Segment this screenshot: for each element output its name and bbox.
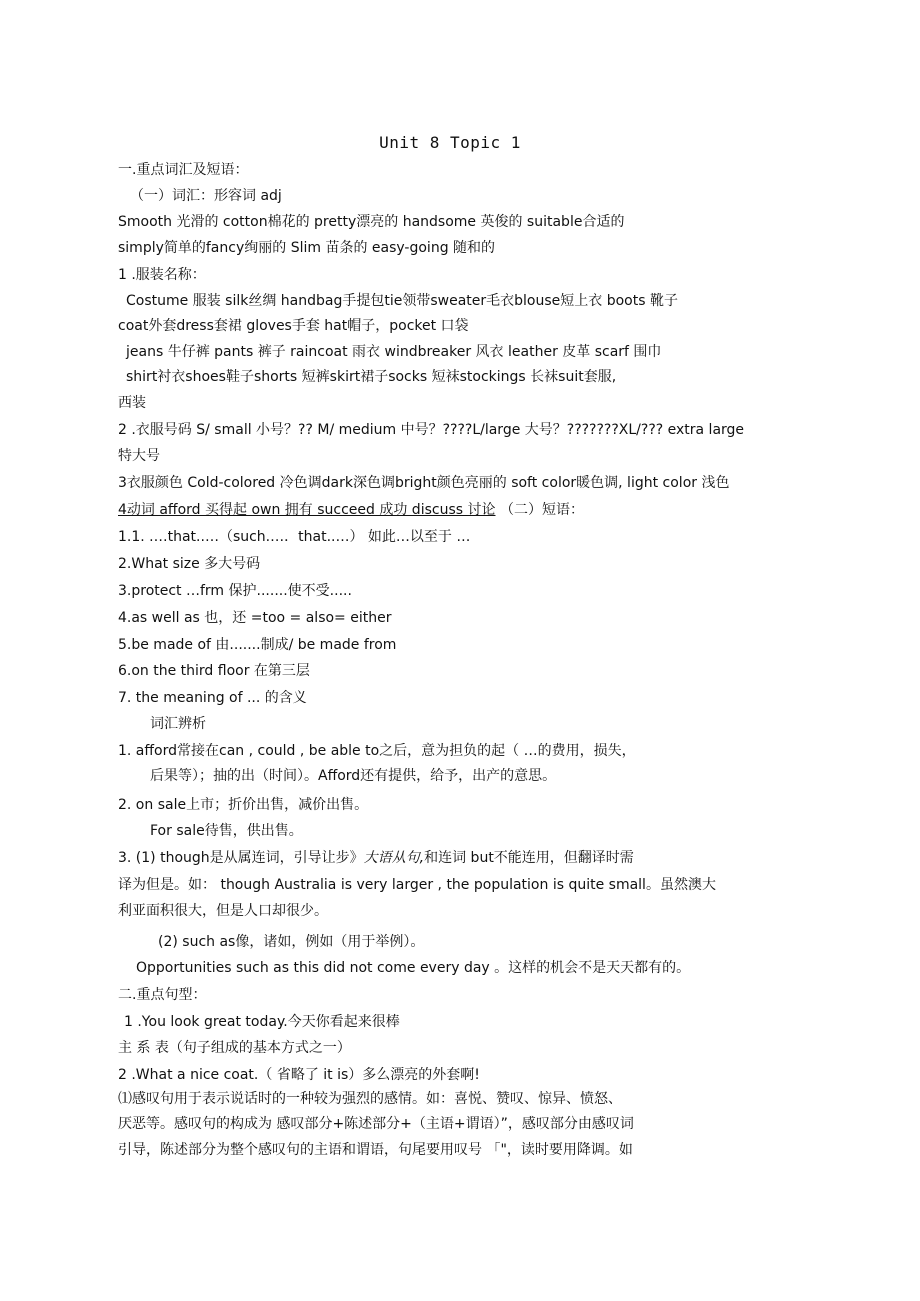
clothing-line-3: jeans 牛仔裤 pants 裤子 raincoat 雨衣 windbreaker 风衣 leather 皮革 scarf 围巾 [126, 344, 662, 360]
analysis-3-line-1 [118, 848, 634, 868]
analysis-3-line-3: 利亚面积很大，但是人口却很少。 [118, 903, 328, 919]
clothing-line-4: shirt衬衣shoes鞋子shorts 短裤skirt裙子socks 短袜stockings 长袜suit套服, [126, 369, 617, 385]
word-analysis-heading: 词汇辨析 [150, 716, 206, 732]
analysis-2-line-1: 2. on sale上市；折价出售，减价出售。 [118, 797, 369, 813]
color-line: 3衣服颜色 Cold-colored 冷色调dark深色调bright颜色亮丽的 soft color暖色调, light color 浅色 [118, 475, 730, 491]
clothing-line-1: Costume 服装 silk丝绸 handbag手提包tie领带sweater毛衣blouse短上衣 boots 靴子 [126, 293, 678, 309]
size-line-1: 2 .衣服号码 S/ small 小号？?? M/ medium 中号？????L/large 大号？???????XL/??? extra large [118, 422, 745, 438]
size-line-2: 特大号 [118, 448, 160, 464]
exclamation-note-line-1: ⑴感叹句用于表示说话时的一种较为强烈的感情。如：喜悦、赞叹、惊异、愤怒、 [118, 1091, 622, 1107]
analysis-3-text-b: 和连词 but不能连用，但翻译时需 [424, 850, 634, 866]
phrase-4: 4.as well as 也，还 =too = also= either [118, 610, 392, 626]
verb-line [118, 500, 584, 520]
phrase-7: 7. the meaning of ... 的含义 [118, 690, 307, 706]
phrases-subheading: （二）短语： [495, 502, 584, 518]
phrase-6: 6.on the third floor 在第三层 [118, 663, 310, 679]
analysis-3-text-italic: 大语从句, [363, 850, 425, 866]
analysis-1-line-1: 1. afford常接在can , could , be able to之后，意为担负的起（ …的费用，损失， [118, 743, 636, 759]
exclamation-note-line-2: 厌恶等。感叹句的构成为 感叹部分+陈述部分+（主语+谓语）”，感叹部分由感叹词 [118, 1116, 634, 1132]
clothing-line-5: 西装 [118, 395, 146, 411]
phrase-2: 2.What size 多大号码 [118, 556, 261, 572]
analysis-3-text-a: 3. (1) though是从属连词，引导让步》 [118, 850, 364, 866]
phrase-1: 1.1. .…that..…（such.…．that..…） 如此…以至于 … [118, 529, 471, 545]
analysis-2-line-2: For sale待售，供出售。 [150, 823, 303, 839]
document-title: Unit 8 Topic 1 [379, 133, 521, 152]
exclamation-note-line-3: 引导，陈述部分为整个感叹句的主语和谓语，句尾要用叹号 「"，读时要用降调。如 [118, 1142, 633, 1158]
sentence-2: 2 .What a nice coat.（ 省略了 it is）多么漂亮的外套啊! [118, 1067, 480, 1083]
sentence-1-note: 主 系 表（句子组成的基本方式之一） [118, 1040, 351, 1056]
phrase-3: 3.protect …frm 保护.......使不受..... [118, 583, 352, 599]
phrase-5: 5.be made of 由.......制成/ be made from [118, 637, 397, 653]
section-heading-vocabulary: 一.重点词汇及短语： [118, 162, 249, 178]
subheading-adjectives: （一）词汇：形容词 adj [130, 188, 282, 204]
adjective-line-1: Smooth 光滑的 cotton棉花的 pretty漂亮的 handsome 英俊的 suitable合适的 [118, 214, 625, 230]
adjective-line-2: simply简单的fancy绚丽的 Slim 苗条的 easy-going 随和的 [118, 240, 496, 256]
analysis-3-line-2: 译为但是。如： though Australia is very larger , the population is quite small。虽然澳大 [118, 877, 716, 893]
analysis-3-line-4: (2) such as像，诸如，例如（用于举例）。 [158, 934, 425, 950]
verb-list: 4动词 afford 买得起 own 拥有 succeed 成功 discuss 讨论 [118, 502, 496, 518]
analysis-1-line-2: 后果等）；抽的出（时间）。Afford还有提供，给予，出产的意思。 [150, 768, 557, 784]
sentence-1: 1 .You look great today.今天你看起来很棒 [124, 1014, 400, 1030]
section-heading-sentences: 二.重点句型： [118, 987, 207, 1003]
clothing-line-2: coat外套dress套裙 gloves手套 hat帽子，pocket 口袋 [118, 318, 469, 334]
clothing-heading: 1 .服装名称： [118, 267, 206, 283]
analysis-3-example: Opportunities such as this did not come every day 。这样的机会不是天天都有的。 [136, 960, 691, 976]
